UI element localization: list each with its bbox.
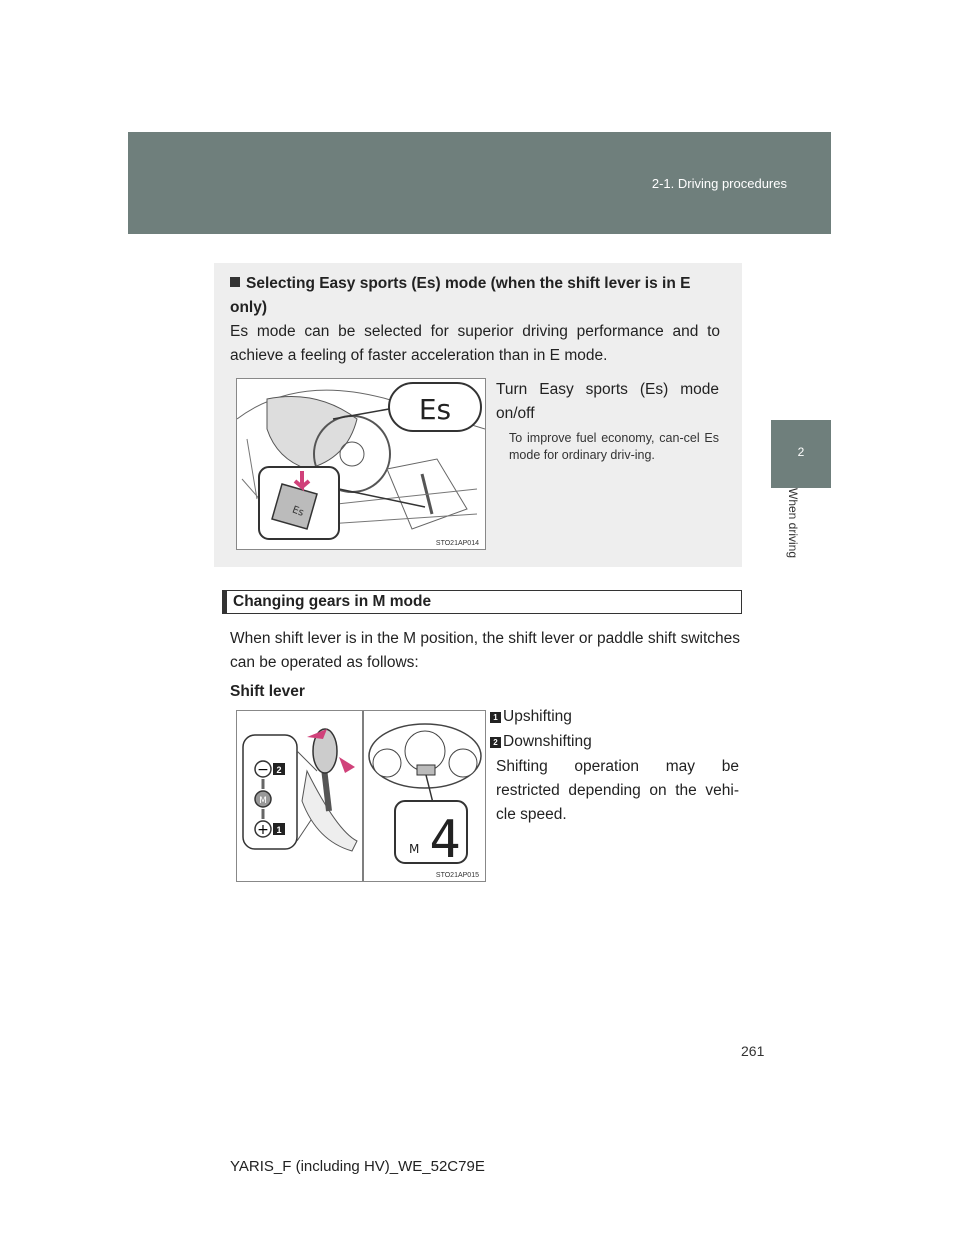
chapter-number: 2 [797, 445, 805, 459]
svg-text:M: M [409, 842, 420, 856]
shift-lever-label: Shift lever [230, 683, 305, 700]
es-mode-heading [230, 272, 724, 320]
dashboard-illustration [237, 379, 485, 549]
svg-text:+: + [257, 822, 269, 838]
svg-text:1: 1 [276, 825, 282, 835]
es-label: Es [418, 393, 452, 426]
number-badge: 2 [490, 737, 501, 748]
figure-code: STO21AP015 [435, 872, 479, 879]
es-mode-heading-text: Selecting Easy sports (Es) mode (when the shift lever is in E only) [230, 275, 691, 316]
m-mode-section-heading [222, 590, 742, 614]
es-mode-figure [236, 378, 486, 550]
page-number: 261 [741, 1043, 765, 1059]
es-mode-instruction: Turn Easy sports (Es) mode on/off [496, 381, 719, 422]
es-mode-note: To improve fuel economy, can-cel Es mode for ordinary driv-ing. [509, 431, 719, 462]
footer-code: YARIS_F (including HV)_WE_52C79E [230, 1158, 485, 1175]
list-item-downshifting [490, 730, 592, 754]
shift-lever-illustration [237, 711, 485, 881]
shift-lever-figure [236, 710, 486, 882]
chapter-title: When driving [786, 488, 800, 559]
list-item-label: Downshifting [503, 733, 592, 750]
svg-text:−: − [257, 762, 269, 778]
svg-text:2: 2 [276, 765, 282, 775]
square-bullet-icon [230, 277, 240, 287]
number-badge: 1 [490, 712, 501, 723]
header-section-title: 2-1. Driving procedures [651, 176, 787, 191]
m-mode-description: When shift lever is in the M position, the shift lever or paddle shift switches can be operated as follows: [230, 630, 741, 671]
svg-text:Es: Es [290, 504, 306, 519]
m-mode-heading-text: Changing gears in M mode [233, 593, 432, 610]
shift-note: Shifting operation may be restricted depending on the vehi-cle speed. [496, 758, 739, 823]
list-item-label: Upshifting [503, 708, 572, 725]
chapter-side-label [770, 488, 800, 608]
section-tab-mark [223, 591, 227, 613]
svg-text:4: 4 [429, 810, 461, 870]
figure-code: STO21AP014 [435, 540, 479, 547]
svg-text:M: M [259, 796, 267, 806]
list-item-upshifting [490, 705, 572, 729]
es-mode-description: Es mode can be selected for superior driving performance and to achieve a feeling of faster acceleration than in E mode. [230, 323, 720, 364]
